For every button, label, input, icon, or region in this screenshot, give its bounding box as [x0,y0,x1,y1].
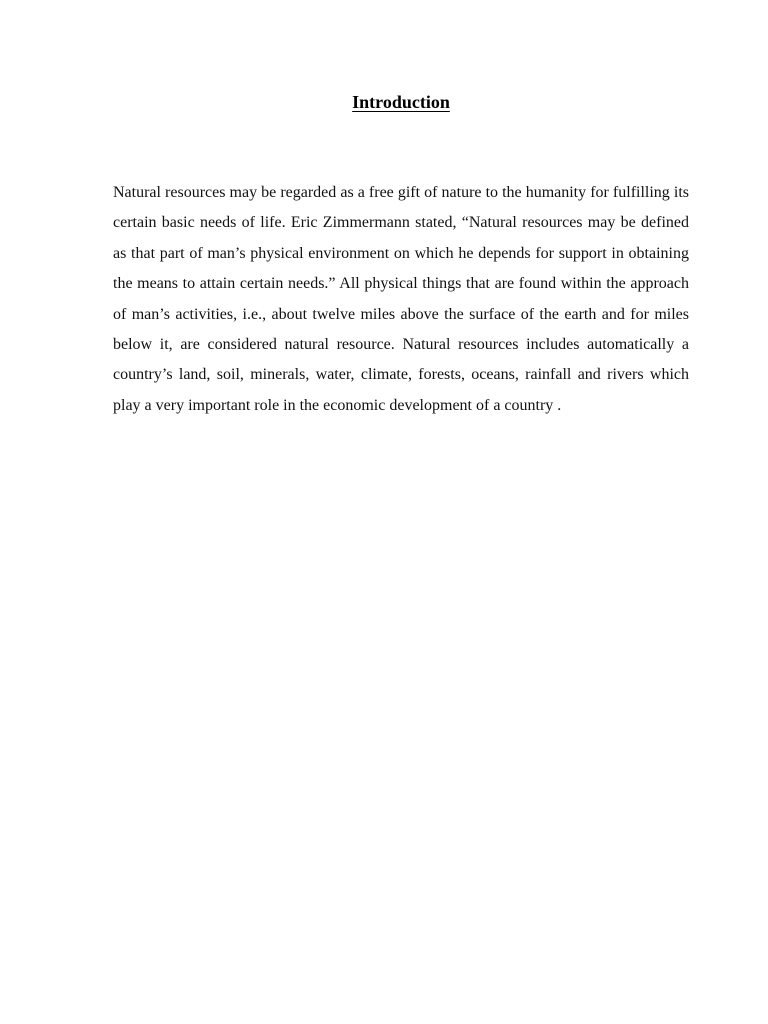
intro-paragraph: Natural resources may be regarded as a free gift of nature to the humanity for fulfilling its certain basic needs of life. Eric Zimmermann stated, “Natural resources may be defined as that part of man’s physical environment on which he depends for support in obtaining the means to attain certain needs.” All physical things that are found within the approach of man’s activities, i.e., about twelve miles above the surface of the earth and for miles below it, are considered natural resource. Natural resources includes automatically a country’s land, soil, minerals, water, climate, forests, oceans, rainfall and rivers which play a very important role in the economic development of a country . [113,184,689,414]
page-title: Introduction [352,92,450,112]
